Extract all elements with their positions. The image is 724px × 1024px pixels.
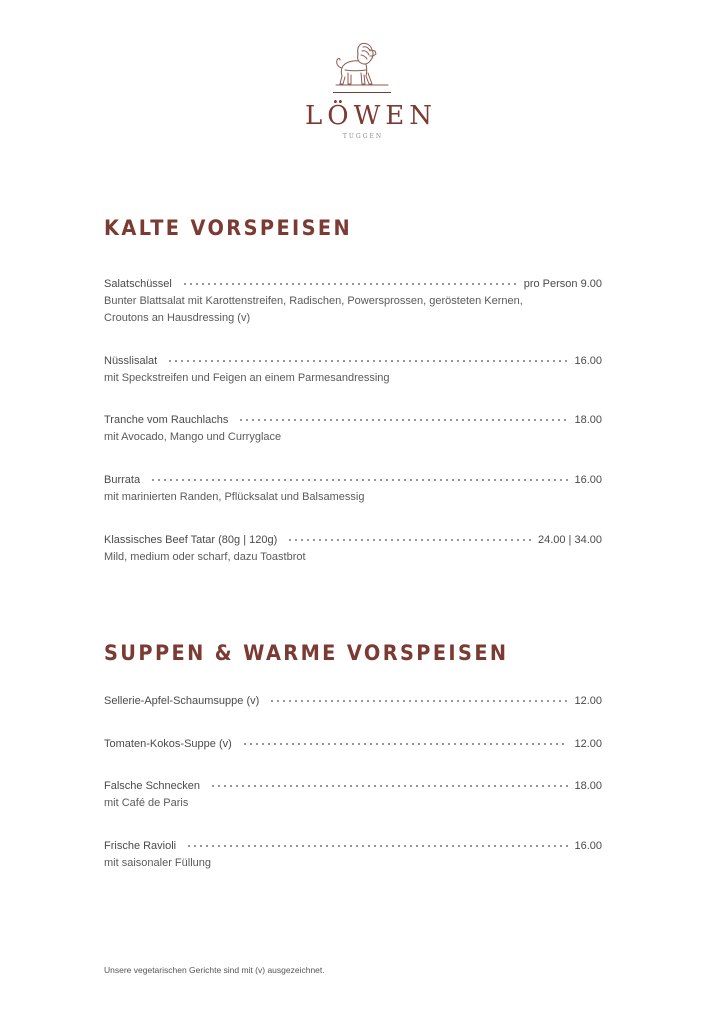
dot-leader	[238, 413, 568, 427]
menu-item-sellerie-apfel-schaumsuppe	[104, 694, 602, 708]
item-name: Sellerie-Apfel-Schaumsuppe (v)	[104, 695, 260, 707]
item-description	[104, 855, 602, 872]
dot-leader	[210, 779, 568, 793]
dot-leader	[182, 277, 518, 291]
item-name: Salatschüssel	[104, 278, 172, 290]
section-title-suppen-warme-vorspeisen: SUPPEN & WARME VORSPEISEN	[104, 641, 509, 665]
item-price: 16.00	[574, 355, 602, 367]
dot-leader	[269, 694, 568, 708]
item-price: 12.00	[574, 738, 602, 750]
item-name: Falsche Schnecken	[104, 780, 200, 792]
lion-icon	[333, 40, 391, 88]
menu-item-salatschuessel	[104, 277, 602, 327]
description-line: mit Café de Paris	[104, 797, 189, 809]
item-description	[104, 293, 602, 327]
item-price: 18.00	[574, 414, 602, 426]
item-description	[104, 549, 602, 566]
item-price: 24.00 | 34.00	[537, 534, 602, 546]
item-name: Tranche vom Rauchlachs	[104, 414, 229, 426]
description-line: mit Speckstreifen und Feigen an einem Parmesandressing	[104, 372, 390, 384]
item-name: Frische Ravioli	[104, 840, 177, 852]
dot-leader	[242, 737, 569, 751]
item-price: 16.00	[574, 840, 602, 852]
section-title-kalte-vorspeisen: KALTE VORSPEISEN	[104, 216, 353, 240]
dot-leader	[150, 473, 568, 487]
dot-leader	[167, 354, 568, 368]
dot-leader	[186, 839, 568, 853]
menu-item-rauchlachs	[104, 413, 602, 446]
item-name: Burrata	[104, 474, 141, 486]
menu-item-burrata	[104, 473, 602, 506]
item-name: Nüsslisalat	[104, 355, 158, 367]
menu-item-nuesslisalat	[104, 354, 602, 387]
description-line: mit marinierten Randen, Pflücksalat und Balsamessig	[104, 491, 365, 503]
item-price: 18.00	[574, 780, 602, 792]
dot-leader	[287, 533, 532, 547]
item-description	[104, 429, 602, 446]
item-name: Klassisches Beef Tatar (80g | 120g)	[104, 534, 278, 546]
item-price: pro Person 9.00	[523, 278, 602, 290]
description-line: Croutons an Hausdressing (v)	[104, 312, 251, 324]
item-description	[104, 795, 602, 812]
item-description	[104, 489, 602, 506]
description-line: Bunter Blattsalat mit Karottenstreifen, Radischen, Powersprossen, gerösteten Kernen,	[104, 295, 523, 307]
description-line: mit saisonaler Füllung	[104, 857, 211, 869]
menu-item-beef-tatar	[104, 533, 602, 566]
vegetarian-footnote: Unsere vegetarischen Gerichte sind mit (v) ausgezeichnet.	[104, 965, 325, 975]
description-line: Mild, medium oder scharf, dazu Toastbrot	[104, 551, 306, 563]
logo-divider	[333, 92, 391, 93]
item-name: Tomaten-Kokos-Suppe (v)	[104, 738, 232, 750]
menu-item-frische-ravioli	[104, 839, 602, 872]
item-price: 12.00	[574, 695, 602, 707]
item-description	[104, 370, 602, 387]
menu-item-tomaten-kokos-suppe	[104, 737, 602, 751]
item-price: 16.00	[574, 474, 602, 486]
menu-item-falsche-schnecken	[104, 779, 602, 812]
restaurant-name: LÖWEN	[305, 101, 438, 131]
restaurant-location: TUGGEN	[342, 133, 384, 140]
restaurant-logo	[300, 40, 438, 140]
description-line: mit Avocado, Mango und Curryglace	[104, 431, 282, 443]
